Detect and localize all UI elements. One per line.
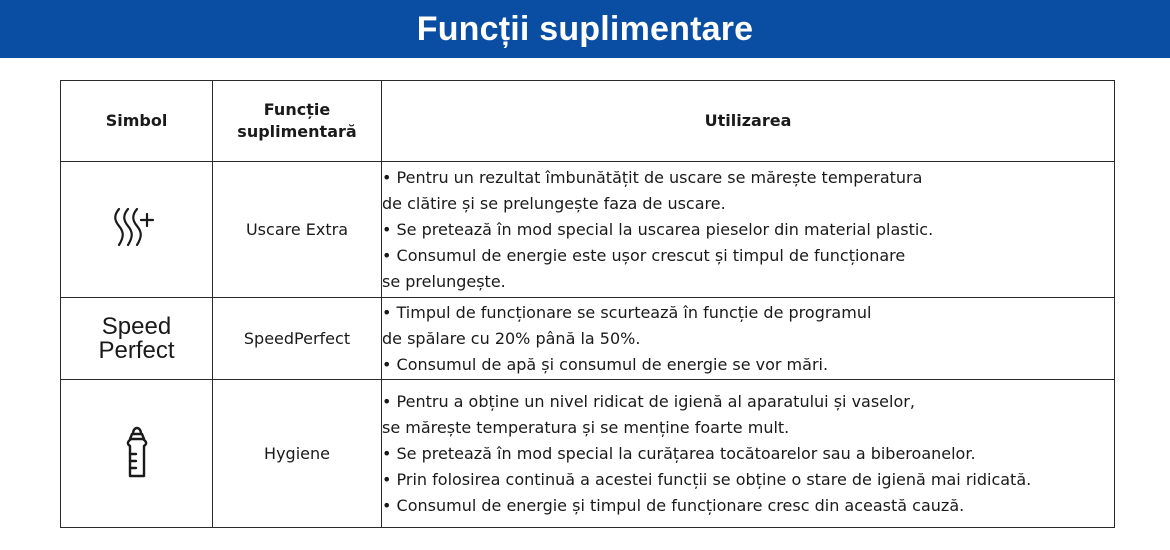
description-cell <box>382 298 1115 380</box>
header-function <box>213 81 382 162</box>
description-line: • Consumul de energie este ușor crescut și timpul de funcționare <box>382 245 906 265</box>
description-line: • Pentru un rezultat îmbunătățit de uscare se mărește temperatura <box>382 167 923 187</box>
speed-perfect-icon-line1: Speed <box>101 312 172 340</box>
description-line: • Prin folosirea continuă a acestei funcții se obține o stare de igienă mai ridicată. <box>382 469 1032 489</box>
extra-dry-waves-icon <box>107 203 167 253</box>
description-line: • Se pretează în mod special la uscarea pieselor din material plastic. <box>382 219 934 239</box>
function-name: SpeedPerfect <box>213 298 382 380</box>
description-cell <box>382 162 1115 298</box>
baby-bottle-icon <box>122 422 152 482</box>
table-row <box>61 162 1115 298</box>
symbol-cell <box>61 162 213 298</box>
header-symbol: Simbol <box>61 81 213 162</box>
description-cell <box>382 380 1115 528</box>
speed-perfect-icon-line2: Perfect <box>98 336 175 364</box>
description-line: de clătire și se prelungește faza de uscare. <box>382 193 726 213</box>
description-line: se mărește temperatura și se menține foarte mult. <box>382 417 790 437</box>
description-line: • Pentru a obține un nivel ridicat de igienă al aparatului și vaselor, <box>382 391 915 411</box>
symbol-cell <box>61 298 213 380</box>
header-banner <box>0 0 1170 58</box>
header-usage: Utilizarea <box>382 81 1115 162</box>
description-line: • Se pretează în mod special la curățarea tocătoarelor sau a biberoanelor. <box>382 443 976 463</box>
features-table <box>60 80 1115 528</box>
header-function-line1: Funcție <box>263 100 331 119</box>
description-line: se prelungește. <box>382 271 506 291</box>
speed-perfect-icon <box>98 312 175 364</box>
description-line: • Consumul de energie și timpul de funcționare cresc din această cauză. <box>382 495 965 515</box>
symbol-cell <box>61 380 213 528</box>
description-line: • Consumul de apă și consumul de energie se vor mări. <box>382 354 829 374</box>
function-name: Hygiene <box>213 380 382 528</box>
table-row <box>61 380 1115 528</box>
description-line: • Timpul de funcționare se scurtează în funcție de programul <box>382 302 872 322</box>
header-function-line2: suplimentară <box>237 122 357 141</box>
table-row <box>61 298 1115 380</box>
table-header-row <box>61 81 1115 162</box>
function-name: Uscare Extra <box>213 162 382 298</box>
description-line: de spălare cu 20% până la 50%. <box>382 328 641 348</box>
page-title: Funcții suplimentare <box>416 9 754 48</box>
